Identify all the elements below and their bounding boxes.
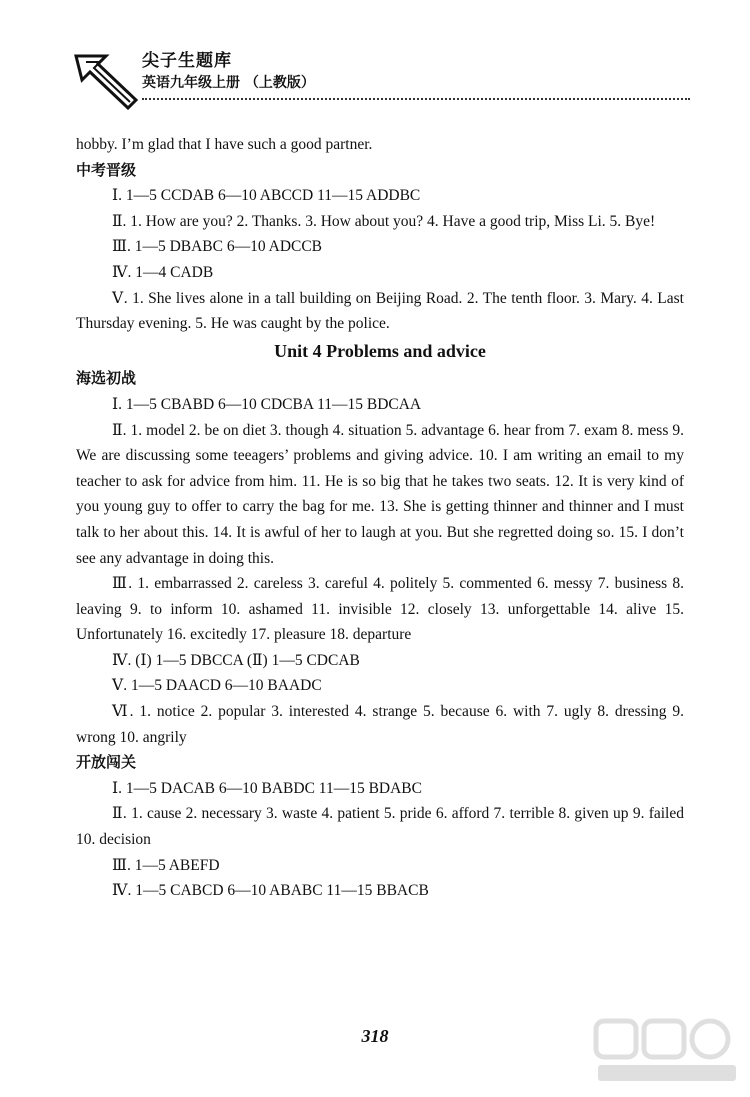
text-line: hobby. I’m glad that I have such a good partner. xyxy=(76,136,373,153)
watermark-logo-icon xyxy=(592,1017,742,1087)
answer-line: Ⅳ. 1—5 CABCD 6—10 ABABC 11—15 BBACB xyxy=(112,882,429,900)
answer-line: Ⅴ. 1. She lives alone in a tall building on Beijing Road. 2. The tenth floor. 3. Mary. 4. Last Thursday evening. 5. He was caught by the police. xyxy=(76,289,684,333)
answer-line: Ⅳ. (Ⅰ) 1—5 DBCCA (Ⅱ) 1—5 CDCAB xyxy=(112,651,360,669)
unit-heading: Unit 4 Problems and advice xyxy=(274,340,486,361)
answer-line: Ⅲ. 1—5 ABEFD xyxy=(112,856,220,874)
answer-line: Ⅰ. 1—5 CBABD 6—10 CDCBA 11—15 BDCAA xyxy=(112,395,422,413)
header-divider xyxy=(142,98,690,100)
answer-line: Ⅱ. 1. cause 2. necessary 3. waste 4. patient 5. pride 6. afford 7. terrible 8. given up 9. failed 10. decision xyxy=(76,805,684,849)
page-number: 318 xyxy=(361,1026,389,1046)
answer-line: Ⅳ. 1—4 CADB xyxy=(112,263,214,281)
answer-line: Ⅵ. 1. notice 2. popular 3. interested 4. strange 5. because 6. with 7. ugly 8. dressing 9. wrong 10. angrily xyxy=(76,703,684,746)
answer-line: Ⅲ. 1—5 DBABC 6—10 ADCCB xyxy=(112,238,323,256)
answer-line: Ⅴ. 1—5 DAACD 6—10 BAADC xyxy=(112,677,322,695)
section-heading: 中考晋级 xyxy=(76,160,137,179)
answer-line: Ⅱ. 1. model 2. be on diet 3. though 4. situation 5. advantage 6. hear from 7. exam 8. mess 9. We are discussing some teeagers’ problems and giving advice. 10. I am writing an email to my teacher to ask for advice from him. 11. He is so big that he takes two seats. 12. It is very kind of you young guy to offer to carry the bag for me. 13. She is getting thinner and thinner and I must talk to her about this. 14. It is awful of her to laugh at you. But she regretted doing so. 15. I don’t see any advantage in doing this. xyxy=(76,421,684,567)
answer-line: Ⅰ. 1—5 CCDAB 6—10 ABCCD 11—15 ADDBC xyxy=(112,187,421,205)
answer-line: Ⅰ. 1—5 DACAB 6—10 BABDC 11—15 BDABC xyxy=(112,779,422,797)
page-header xyxy=(72,42,692,114)
answer-line: Ⅲ. 1. embarrassed 2. careless 3. careful 4. politely 5. commented 6. messy 7. business 8. leaving 9. to inform 10. ashamed 11. invisible 12. closely 13. unforgettable 14. alive 15. Unfortunately 16. excitedly 17. pleasure 18. departure xyxy=(76,575,684,644)
answer-content xyxy=(76,132,684,904)
section-heading: 开放闯关 xyxy=(76,753,137,772)
answer-line: Ⅱ. 1. How are you? 2. Thanks. 3. How about you? 4. Have a good trip, Miss Li. 5. Bye! xyxy=(112,212,656,230)
book-title: 尖子生题库 xyxy=(142,51,232,71)
arrow-logo-icon xyxy=(72,50,144,110)
section-heading: 海选初战 xyxy=(76,369,137,388)
book-subtitle: 英语九年级上册 （上教版） xyxy=(142,75,315,91)
